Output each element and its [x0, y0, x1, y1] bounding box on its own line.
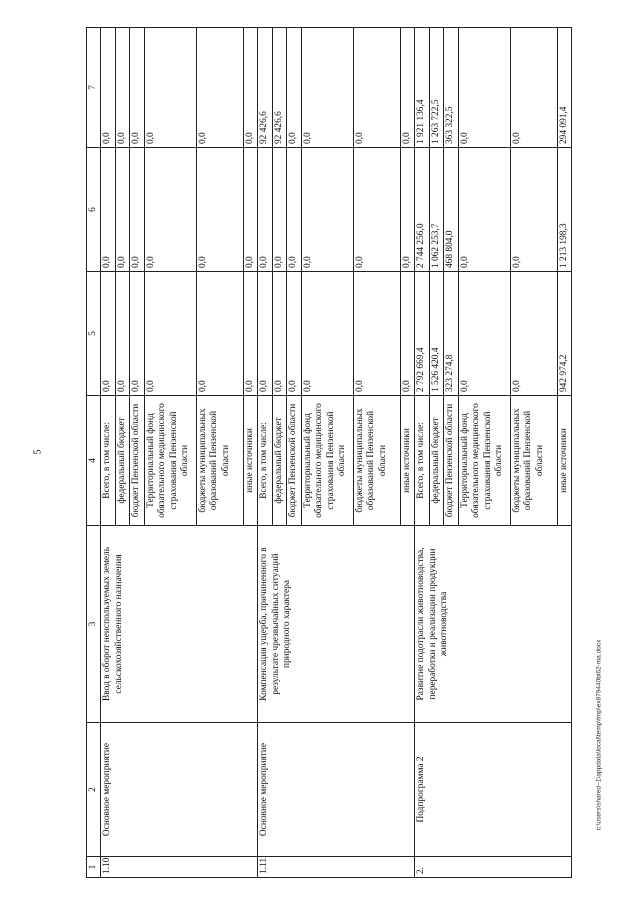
row-number: 1.10.: [101, 857, 258, 878]
column-number-2: 2: [87, 723, 101, 857]
value-7: 0,0: [458, 28, 510, 148]
value-5: 1 526 420,4: [429, 272, 443, 396]
value-7: 0,0: [353, 28, 400, 148]
activity-name: Ввод в оборот неиспользуемых земель сельскохозяйственного назначения: [101, 526, 258, 723]
value-5: 2 792 669,4: [415, 272, 429, 396]
value-7: 1 263 722,5: [429, 28, 443, 148]
value-6: 0,0: [510, 148, 557, 272]
funding-source: бюджет Пензенской области: [130, 396, 144, 526]
funding-source: Всего, в том числе:: [415, 396, 429, 526]
value-5: 0,0: [400, 272, 414, 396]
value-7: 1 921 136,4: [415, 28, 429, 148]
value-5: 0,0: [196, 272, 243, 396]
table-row: [415, 28, 429, 878]
value-7: 0,0: [301, 28, 353, 148]
value-6: 0,0: [258, 148, 272, 272]
column-number-1: 1: [87, 857, 101, 878]
table-row: [101, 28, 115, 878]
value-7: 92 426,6: [272, 28, 286, 148]
value-5: 0,0: [115, 272, 129, 396]
value-6: 0,0: [400, 148, 414, 272]
value-5: 0,0: [510, 272, 557, 396]
value-6: 0,0: [101, 148, 115, 272]
row-number: 2.: [415, 857, 572, 878]
funding-source: иные источники: [243, 396, 257, 526]
activity-type: Основное мероприятие: [101, 723, 258, 857]
value-6: 2 744 256,0: [415, 148, 429, 272]
value-5: 942 974,2: [557, 272, 571, 396]
column-number-7: 7: [87, 28, 101, 148]
table-header-row: [87, 28, 101, 878]
activity-type: Основное мероприятие: [258, 723, 415, 857]
value-5: 0,0: [458, 272, 510, 396]
funding-source: бюджет Пензенской области: [444, 396, 458, 526]
value-5: 323 274,8: [444, 272, 458, 396]
value-6: 0,0: [272, 148, 286, 272]
activity-type: Подпрограмма 2: [415, 723, 572, 857]
rotated-table-container: [86, 28, 592, 878]
value-5: 0,0: [301, 272, 353, 396]
funding-source: Территориальный фонд обязательного медицинского страхования Пензенской области: [301, 396, 353, 526]
value-6: 0,0: [115, 148, 129, 272]
value-7: 92 426,6: [258, 28, 272, 148]
value-5: 0,0: [130, 272, 144, 396]
value-5: 0,0: [258, 272, 272, 396]
funding-source: Всего, в том числе:: [101, 396, 115, 526]
value-6: 0,0: [353, 148, 400, 272]
funding-source: Территориальный фонд обязательного медицинского страхования Пензенской области: [144, 396, 196, 526]
funding-source: федеральный бюджет: [115, 396, 129, 526]
value-6: 0,0: [287, 148, 301, 272]
footer-file-path: c:\users\shared~1\appdata\local\temp\tmp\ex879440bi62-ma.docx: [595, 639, 603, 831]
value-5: 0,0: [287, 272, 301, 396]
value-7: 0,0: [101, 28, 115, 148]
funding-source: бюджет Пензенской области: [287, 396, 301, 526]
value-5: 0,0: [272, 272, 286, 396]
funding-table: [86, 27, 572, 878]
funding-source: федеральный бюджет: [272, 396, 286, 526]
funding-source: бюджеты муниципальных образований Пензенской области: [353, 396, 400, 526]
value-5: 0,0: [101, 272, 115, 396]
value-6: 0,0: [196, 148, 243, 272]
funding-source: федеральный бюджет: [429, 396, 443, 526]
funding-source: бюджеты муниципальных образований Пензенской области: [510, 396, 557, 526]
value-7: 0,0: [510, 28, 557, 148]
column-number-3: 3: [87, 526, 101, 723]
value-7: 0,0: [287, 28, 301, 148]
column-number-4: 4: [87, 396, 101, 526]
value-7: 0,0: [400, 28, 414, 148]
activity-name: Развитие подотрасли животноводства, переработки и реализации продукции животноводства: [415, 526, 572, 723]
value-6: 468 804,0: [444, 148, 458, 272]
value-7: 0,0: [115, 28, 129, 148]
value-7: 0,0: [243, 28, 257, 148]
column-number-6: 6: [87, 148, 101, 272]
activity-name: Компенсация ущерба, причиненного в результате чрезвычайных ситуаций природного характера: [258, 526, 415, 723]
value-6: 1 213 198,3: [557, 148, 571, 272]
value-5: 0,0: [353, 272, 400, 396]
value-7: 363 322,5: [444, 28, 458, 148]
value-5: 0,0: [144, 272, 196, 396]
value-6: 0,0: [301, 148, 353, 272]
value-7: 0,0: [130, 28, 144, 148]
column-number-5: 5: [87, 272, 101, 396]
funding-source: иные источники: [400, 396, 414, 526]
value-7: 0,0: [144, 28, 196, 148]
row-number: 1.11.: [258, 857, 415, 878]
value-6: 0,0: [458, 148, 510, 272]
value-6: 0,0: [130, 148, 144, 272]
table-row: [258, 28, 272, 878]
funding-source: иные источники: [557, 396, 571, 526]
value-7: 0,0: [196, 28, 243, 148]
value-6: 1 062 253,7: [429, 148, 443, 272]
funding-source: бюджеты муниципальных образований Пензенской области: [196, 396, 243, 526]
value-5: 0,0: [243, 272, 257, 396]
funding-source: Территориальный фонд обязательного медицинского страхования Пензенской области: [458, 396, 510, 526]
value-6: 0,0: [243, 148, 257, 272]
value-7: 294 091,4: [557, 28, 571, 148]
page-number: 5: [32, 449, 44, 455]
funding-source: Всего, в том числе:: [258, 396, 272, 526]
value-6: 0,0: [144, 148, 196, 272]
